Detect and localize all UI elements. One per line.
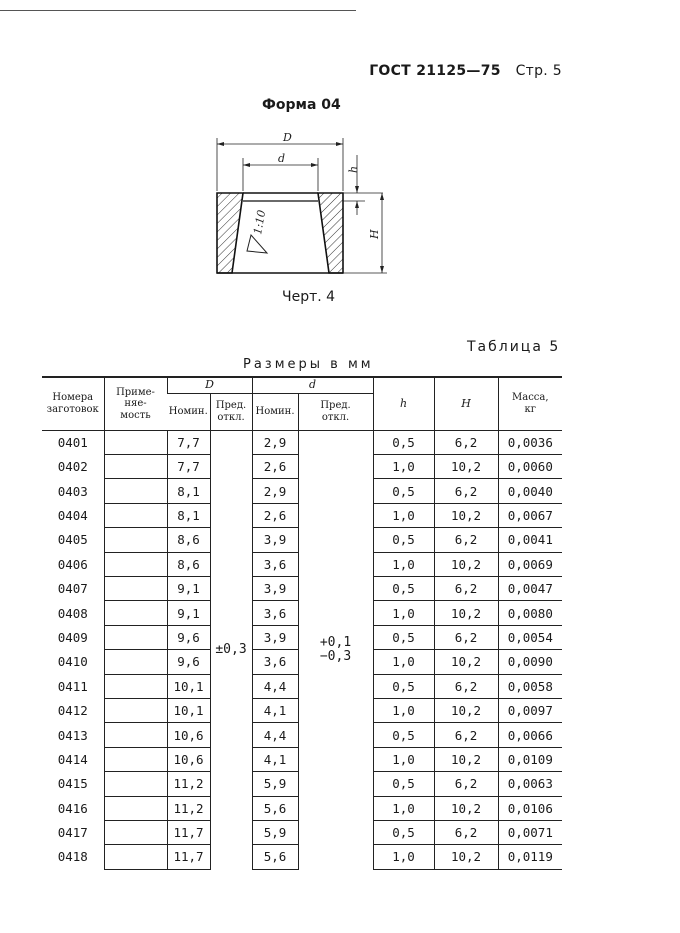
cell-H: 10,2 xyxy=(434,796,498,820)
cell-h: 1,0 xyxy=(373,650,434,674)
cell-d-nominal: 3,6 xyxy=(252,650,298,674)
cell-number: 0416 xyxy=(57,800,88,816)
cell-d-nominal: 2,6 xyxy=(252,455,298,479)
cell-d-nominal: 2,9 xyxy=(252,479,298,503)
cell-H: 6,2 xyxy=(434,820,498,844)
cell-d-nominal: 5,9 xyxy=(252,772,298,796)
cell-applicability xyxy=(104,479,167,503)
cell-d-nominal: 4,1 xyxy=(252,747,298,771)
cell-mass: 0,0066 xyxy=(498,723,562,747)
taper-label: 1:10 xyxy=(251,208,269,236)
cell-h: 1,0 xyxy=(373,455,434,479)
right-wall xyxy=(318,193,343,273)
cell-mass: 0,0041 xyxy=(498,528,562,552)
cell-H: 6,2 xyxy=(434,430,498,454)
cell-d-nominal: 5,6 xyxy=(252,845,298,869)
cell-applicability xyxy=(104,845,167,869)
units-caption: Размеры в мм xyxy=(243,357,374,372)
taper-symbol xyxy=(247,235,267,253)
header-d: d xyxy=(252,377,373,393)
cell-number: 0408 xyxy=(57,605,88,621)
cell-mass: 0,0036 xyxy=(498,430,562,454)
cell-number: 0406 xyxy=(57,556,88,572)
cell-D-nominal: 7,7 xyxy=(167,430,210,454)
standard-number: ГОСТ 21125—75 xyxy=(369,63,501,79)
cell-h: 1,0 xyxy=(373,552,434,576)
cell-applicability xyxy=(104,674,167,698)
cell-applicability xyxy=(104,552,167,576)
cell-H: 6,2 xyxy=(434,674,498,698)
cell-mass: 0,0063 xyxy=(498,772,562,796)
cell-number: 0403 xyxy=(57,483,88,499)
cell-mass: 0,0090 xyxy=(498,650,562,674)
cell-h: 1,0 xyxy=(373,503,434,527)
top-rule xyxy=(0,10,356,11)
cell-d-nominal: 3,9 xyxy=(252,576,298,600)
cell-number: 0410 xyxy=(57,654,88,670)
table-body xyxy=(42,430,562,869)
header-D-tolerance: Пред. откл. xyxy=(210,393,252,430)
cell-h: 0,5 xyxy=(373,576,434,600)
cell-d-nominal: 3,9 xyxy=(252,528,298,552)
label-H: H xyxy=(368,229,381,239)
cell-D-nominal: 11,7 xyxy=(167,845,210,869)
cell-mass: 0,0058 xyxy=(498,674,562,698)
cell-D-nominal: 9,6 xyxy=(167,650,210,674)
cell-D-tolerance: ±0,3 xyxy=(210,430,252,869)
cell-applicability xyxy=(104,455,167,479)
cell-H: 6,2 xyxy=(434,576,498,600)
cell-applicability xyxy=(104,503,167,527)
cell-mass: 0,0067 xyxy=(498,503,562,527)
cell-D-nominal: 8,6 xyxy=(167,528,210,552)
cell-applicability xyxy=(104,747,167,771)
cell-d-nominal: 2,9 xyxy=(252,430,298,454)
cell-mass: 0,0080 xyxy=(498,601,562,625)
cell-applicability xyxy=(104,576,167,600)
cell-mass: 0,0054 xyxy=(498,625,562,649)
form-title: Форма 04 xyxy=(262,97,341,113)
cell-D-nominal: 10,1 xyxy=(167,674,210,698)
cell-H: 10,2 xyxy=(434,601,498,625)
cell-h: 1,0 xyxy=(373,796,434,820)
cell-number: 0417 xyxy=(57,825,88,841)
cell-d-nominal: 5,6 xyxy=(252,796,298,820)
cell-h: 0,5 xyxy=(373,430,434,454)
cell-applicability xyxy=(104,820,167,844)
cell-h: 1,0 xyxy=(373,698,434,722)
dimensions-table xyxy=(42,376,562,870)
label-D: D xyxy=(283,131,292,144)
header-d-nominal: Номин. xyxy=(252,393,298,430)
cell-D-nominal: 10,1 xyxy=(167,698,210,722)
cell-number: 0414 xyxy=(57,751,88,767)
cell-H: 10,2 xyxy=(434,845,498,869)
cell-number: 0409 xyxy=(57,629,88,645)
cell-number: 0411 xyxy=(57,678,88,694)
cell-D-nominal: 8,6 xyxy=(167,552,210,576)
cell-mass: 0,0040 xyxy=(498,479,562,503)
header-D: D xyxy=(167,377,252,393)
cell-mass: 0,0069 xyxy=(498,552,562,576)
cell-h: 0,5 xyxy=(373,479,434,503)
page-header xyxy=(369,63,562,79)
cell-d-nominal: 5,9 xyxy=(252,820,298,844)
cell-d-nominal: 3,9 xyxy=(252,625,298,649)
cell-applicability xyxy=(104,650,167,674)
cell-H: 10,2 xyxy=(434,503,498,527)
cell-d-nominal: 4,4 xyxy=(252,674,298,698)
cell-D-nominal: 10,6 xyxy=(167,723,210,747)
cell-number: 0413 xyxy=(57,727,88,743)
cell-D-nominal: 8,1 xyxy=(167,503,210,527)
cell-h: 0,5 xyxy=(373,820,434,844)
cell-mass: 0,0060 xyxy=(498,455,562,479)
cell-mass: 0,0119 xyxy=(498,845,562,869)
cell-H: 10,2 xyxy=(434,650,498,674)
cell-d-nominal: 3,6 xyxy=(252,552,298,576)
cell-applicability xyxy=(104,796,167,820)
header-number: Номера заготовок xyxy=(42,377,104,430)
cell-D-nominal: 10,6 xyxy=(167,747,210,771)
cell-number: 0418 xyxy=(57,849,88,865)
cell-H: 10,2 xyxy=(434,455,498,479)
cell-mass: 0,0106 xyxy=(498,796,562,820)
cell-applicability xyxy=(104,528,167,552)
cell-h: 0,5 xyxy=(373,625,434,649)
cell-number: 0407 xyxy=(57,581,88,597)
cell-number: 0412 xyxy=(57,703,88,719)
cell-D-nominal: 9,6 xyxy=(167,625,210,649)
cell-D-nominal: 11,2 xyxy=(167,772,210,796)
cell-number: 0405 xyxy=(57,532,88,548)
cell-mass: 0,0047 xyxy=(498,576,562,600)
cell-d-tolerance: +0,1 −0,3 xyxy=(298,430,373,869)
cell-applicability xyxy=(104,625,167,649)
cell-h: 0,5 xyxy=(373,772,434,796)
header-D-nominal: Номин. xyxy=(167,393,210,430)
cell-h: 0,5 xyxy=(373,528,434,552)
cell-h: 0,5 xyxy=(373,723,434,747)
cell-d-nominal: 3,6 xyxy=(252,601,298,625)
cell-applicability xyxy=(104,723,167,747)
cell-h: 0,5 xyxy=(373,674,434,698)
cell-d-nominal: 4,1 xyxy=(252,698,298,722)
cell-mass: 0,0071 xyxy=(498,820,562,844)
cell-H: 6,2 xyxy=(434,528,498,552)
technical-drawing xyxy=(205,125,395,285)
cell-H: 6,2 xyxy=(434,772,498,796)
cell-D-nominal: 9,1 xyxy=(167,601,210,625)
cell-d-nominal: 4,4 xyxy=(252,723,298,747)
cell-H: 6,2 xyxy=(434,479,498,503)
cell-number: 0401 xyxy=(57,435,88,451)
cell-H: 10,2 xyxy=(434,698,498,722)
cell-D-nominal: 8,1 xyxy=(167,479,210,503)
cell-applicability xyxy=(104,430,167,454)
label-h: h xyxy=(347,165,360,173)
cell-applicability xyxy=(104,601,167,625)
cell-H: 10,2 xyxy=(434,747,498,771)
header-h: h xyxy=(373,377,434,430)
header-applicability: Приме- няе- мость xyxy=(104,377,167,430)
cell-d-nominal: 2,6 xyxy=(252,503,298,527)
cell-H: 6,2 xyxy=(434,723,498,747)
drawing-caption: Черт. 4 xyxy=(282,289,336,305)
left-wall xyxy=(217,193,243,273)
cell-D-nominal: 11,2 xyxy=(167,796,210,820)
cell-number: 0404 xyxy=(57,508,88,523)
cell-D-nominal: 11,7 xyxy=(167,820,210,844)
header-d-tolerance: Пред. откл. xyxy=(298,393,373,430)
header-H: H xyxy=(434,377,498,430)
cell-h: 1,0 xyxy=(373,747,434,771)
cell-applicability xyxy=(104,698,167,722)
label-d: d xyxy=(278,152,286,165)
cell-number: 0415 xyxy=(57,776,88,792)
cell-D-nominal: 7,7 xyxy=(167,455,210,479)
page-number: Стр. 5 xyxy=(515,63,562,79)
header-mass: Масса, кг xyxy=(498,377,562,430)
table-caption: Таблица 5 xyxy=(467,339,561,355)
cell-applicability xyxy=(104,772,167,796)
cell-h: 1,0 xyxy=(373,601,434,625)
cell-mass: 0,0109 xyxy=(498,747,562,771)
cell-number: 0402 xyxy=(57,459,88,475)
cell-mass: 0,0097 xyxy=(498,698,562,722)
cell-D-nominal: 9,1 xyxy=(167,576,210,600)
cell-H: 6,2 xyxy=(434,625,498,649)
cell-h: 1,0 xyxy=(373,845,434,869)
table-row xyxy=(42,430,562,454)
cell-H: 10,2 xyxy=(434,552,498,576)
